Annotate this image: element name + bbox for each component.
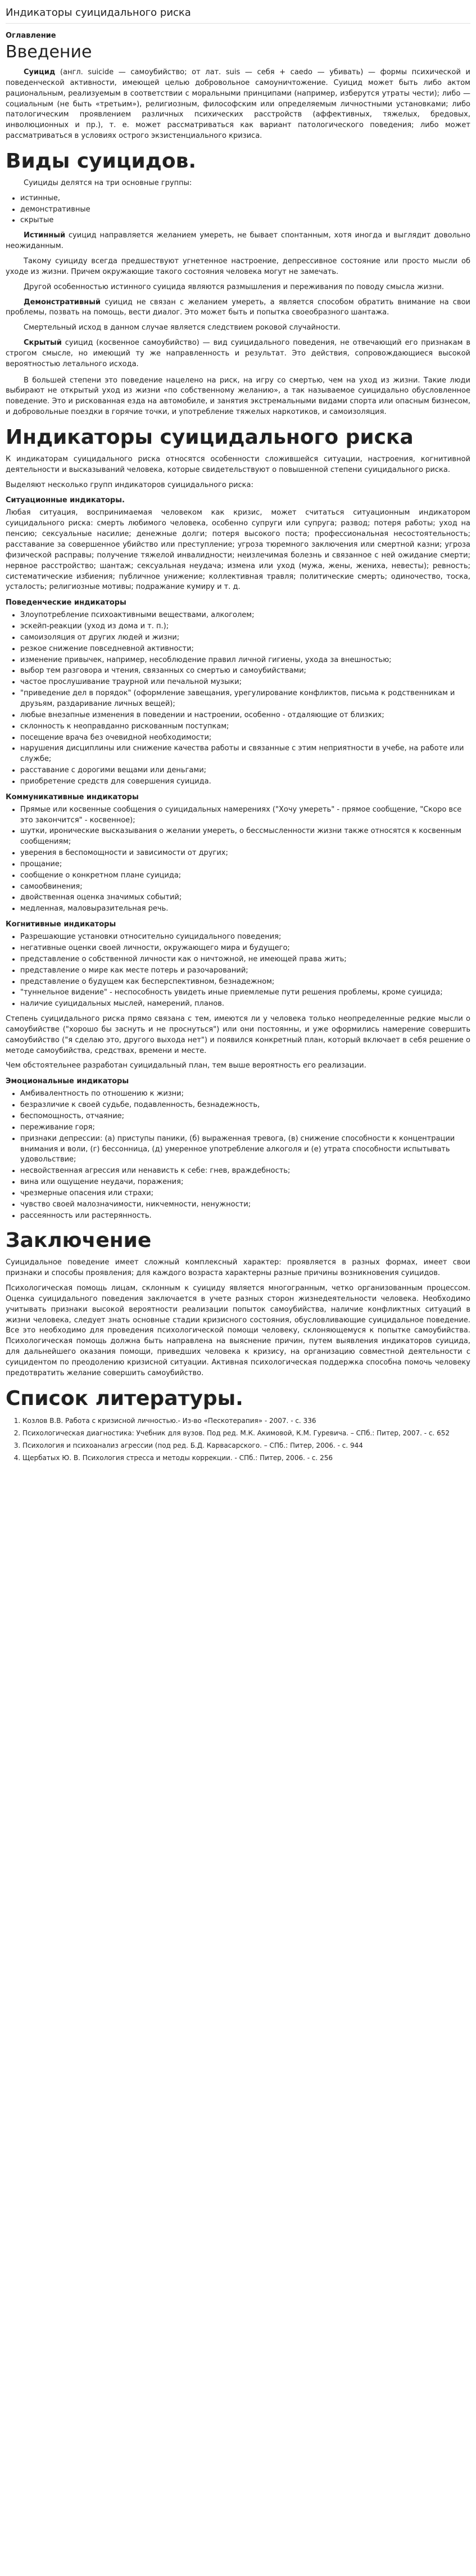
list-item: • Злоупотребление психоактивными веществами, алкоголем; [20, 610, 470, 621]
intro-paragraph [6, 67, 470, 142]
communicative-heading: Коммуникативные индикаторы [6, 792, 139, 801]
page-title: Индикаторы суицидального риска [6, 4, 470, 24]
indicators-heading: Индикаторы суицидального риска [6, 425, 414, 449]
list-item: • вина или ощущение неудачи, поражения; [20, 1177, 470, 1188]
paragraph: К индикаторам суицидального риска относятся особенности сложившейся ситуации, настроения, когнитивной деятельности и высказываний человека, которые свидетельствуют о повышенной степени суицидального риска. [6, 454, 470, 474]
hidden-suicide-term: Скрытый [24, 339, 62, 348]
list-item: • негативные оценки своей личности, окружающего мира и будущего; [20, 943, 470, 954]
cognitive-heading: Когнитивные индикаторы [6, 920, 116, 929]
cognitive-list [6, 932, 470, 1010]
intro-heading: Введение [6, 42, 92, 62]
list-item: • Прямые или косвенные сообщения о суицидальных намерениях ("Хочу умереть" - прямое сообщение, "Скоро все это закончится" - косвенное); [20, 805, 470, 826]
list-item: • наличие суицидальных мыслей, намерений, планов. [20, 999, 470, 1010]
list-item: • самоизоляция от других людей и жизни; [20, 633, 470, 643]
list-item: • выбор тем разговора и чтения, связанных со смертью и самоубийствами; [20, 666, 470, 677]
paragraph: Суицидальное поведение имеет сложный комплексный характер: проявляется в разных формах, имеет свои признаки и способы проявления; для каждого возраста характерны разные причины возникновения суицидов. [6, 1258, 470, 1278]
list-item: • представление о мире как месте потерь и разочарований; [20, 966, 470, 976]
list-item: • Амбивалентность по отношению к жизни; [20, 1089, 470, 1100]
demo-suicide-paragraph [6, 298, 470, 319]
list-item: • истинные, [20, 193, 470, 204]
conclusion-heading: Заключение [6, 1229, 152, 1253]
list-item: • шутки, иронические высказывания о желании умереть, о бессмысленности жизни также относятся к косвенным сообщениям; [20, 826, 470, 848]
list-item: • рассеянность или растерянность. [20, 1211, 470, 1222]
true-suicide-text: суицид направляется желанием умереть, не бывает спонтанным, хотя иногда и выглядит довольно неожиданным. [6, 231, 470, 251]
list-item: • Разрешающие установки относительно суицидального поведения; [20, 932, 470, 943]
paragraph: Такому суициду всегда предшествуют угнетенное настроение, депрессивное состояние или просто мысли об уходе из жизни. Причем окружающие такого состояния человека могут не замечать. [6, 256, 470, 276]
behavioral-list [6, 610, 470, 787]
emotional-heading: Эмоциональные индикаторы [6, 1077, 129, 1086]
list-item: • двойственная оценка значимых событий; [20, 893, 470, 903]
degree-text: Степень суицидального риска прямо связана с тем, имеются ли у человека только неопределенные редкие мысли о самоубийстве ("хорошо бы заснуть и не проснуться") или они постоянны, и уже оформились намерение совершить самоубийство ("я сделаю это, другого выхода нет") и появился конкретный план, который включает в себя решение о методе самоубийства, средствах, времени и месте. [6, 1015, 470, 1055]
list-item: • склонность к неоправданно рискованным поступкам; [20, 722, 470, 732]
paragraph: Психологическая помощь лицам, склонным к суициду является многогранным, четко организованным процессом. Оценка суицидального поведения заключается в учете разных сторон жизнедеятельности человека. Необходимо учитывать признаки высокой вероятности реализации попыток самоубийства, наличие конфликтных ситуаций в жизни человека, следует знать основные стадии кризисного состояния, обусловливающие суицидальное поведение. Все это необходимо для проведения психологической помощи человеку, склоняющемуся к попытке самоубийства. Психологическая помощь должна быть направлена на выяснение причин, путем выявления индикаторов суицида, для дальнейшего оказания помощи, приведших человека к кризису, на организацию совместной деятельности с суицидентом по преодолению кризисной ситуации. Активная психологическая поддержка способна помочь человеку предотвратить желание совершить самоубийство. [6, 1284, 470, 1377]
list-item: • чрезмерные опасения или страхи; [20, 1188, 470, 1199]
paragraph: Другой особенностью истинного суицида являются размышления и переживания по поводу смысла жизни. [24, 282, 445, 291]
list-item: • представление о будущем как бесперспективном, безнадежном; [20, 977, 470, 988]
reference-item: 2. Психологическая диагностика: Учебник для вузов. Под ред. М.К. Акимовой, К.М. Гуревича. – СПб.: Питер, 2007. - с. 652 [22, 1428, 470, 1438]
references-list [6, 1416, 470, 1463]
list-item: • эскейп-реакции (уход из дома и т. п.); [20, 622, 470, 632]
list-item: • переживание горя; [20, 1123, 470, 1133]
paragraph: Выделяют несколько групп индикаторов суицидального риска: [6, 480, 253, 489]
true-suicide-term: Истинный [24, 231, 66, 240]
hidden-suicide-text: суицид (косвенное самоубийство) — вид суицидального поведения, не отвечающий его признакам в строгом смысле, но имеющий ту же направленность и результат. Это действия, сопровождающиеся высокой вероятностью летального исхода. [6, 339, 470, 368]
list-item: • частое прослушивание траурной или печальной музыки; [20, 677, 470, 688]
list-item: • несвойственная агрессия или ненависть к себе: гнев, враждебность; [20, 1166, 470, 1177]
list-item: • представление о собственной личности как о ничтожной, не имеющей права жить; [20, 954, 470, 965]
behavioral-heading: Поведенческие индикаторы [6, 598, 126, 607]
communicative-list [6, 805, 470, 915]
situational-heading: Ситуационные индикаторы. [6, 496, 125, 505]
list-item: • беспомощность, отчаяние; [20, 1111, 470, 1122]
reference-item: 4. Щербатых Ю. В. Психология стресса и методы коррекции. - СПб.: Питер, 2006. - с. 256 [22, 1453, 470, 1463]
hidden-suicide-paragraph [6, 338, 470, 370]
types-heading: Виды суицидов. [6, 149, 197, 173]
types-lead: Суициды делятся на три основные группы: [24, 178, 192, 187]
toc-link[interactable]: Оглавление [6, 31, 56, 40]
list-item: • скрытые [20, 215, 470, 226]
list-item: • резкое снижение повседневной активности; [20, 644, 470, 655]
list-item: • посещение врача без очевидной необходимости; [20, 733, 470, 744]
list-item: • уверения в беспомощности и зависимости от других; [20, 848, 470, 859]
list-item: • прощание; [20, 859, 470, 870]
list-item: • самообвинения; [20, 882, 470, 893]
list-item: • приобретение средств для совершения суицида. [20, 777, 470, 787]
list-item: • признаки депрессии: (а) приступы паники, (б) выраженная тревога, (в) снижение способности к концентрации внимания и воли, (г) бессонница, (д) умеренное употребление алкоголя и (е) утрата способности испытывать удовольствие; [20, 1134, 470, 1166]
true-suicide-paragraph [6, 231, 470, 252]
list-item: • безразличие к своей судьбе, подавленность, безнадежность, [20, 1100, 470, 1111]
emotional-list [6, 1089, 470, 1221]
demo-suicide-term: Демонстративный [24, 298, 101, 307]
paragraph: В большей степени это поведение нацелено на риск, на игру со смертью, чем на уход из жизни. Такие люди выбирают не открытый уход из жизни «по собственному желанию», а так называемое суицидально обусловленное поведение. Это и рискованная езда на автомобиле, и занятия экстремальными видами спорта или опасным бизнесом, и добровольные поездки в горячие точки, и употребление тяжелых наркотиков, и самоизоляция. [6, 376, 470, 417]
intro-text: (англ. suicide — самоубийство; от лат. suis — себя + caedo — убивать) — формы психической и поведенческой активности, имеющей целью добровольное самоуничтожение. Суицид может быть либо актом рациональным, реализуемым в соответствии с моральными принципами (например, изберутся утраты чести); либо — социальным (не быть «третьим»), религиозным, философским или определяемым личностными установками; либо патологическим проявлением различных психических расстройств (аффективных, тяжелых, бредовых, инволюционных и пр.), т. е. может рассматриваться как вариант патологического поведения; либо может рассматриваться в условиях острого экзистенциального кризиса. [6, 68, 470, 141]
references-heading: Список литературы. [6, 1386, 243, 1410]
intro-term: Суицид [24, 68, 56, 76]
list-item: • сообщение о конкретном плане суицида; [20, 871, 470, 881]
degree-text-2: Чем обстоятельнее разработан суицидальный план, тем выше вероятность его реализации. [6, 1061, 366, 1070]
list-item: • нарушения дисциплины или снижение качества работы и связанные с этим неприятности в учебе, на работе или службе; [20, 744, 470, 765]
types-list [6, 193, 470, 227]
reference-item: 3. Психология и психоанализ агрессии (под ред. Б.Д. Карвасарского. – СПб.: Питер, 2006. - с. 944 [22, 1440, 470, 1451]
situational-text: Любая ситуация, воспринимаемая человеком как кризис, может считаться ситуационным индикатором суицидального риска: смерть любимого человека, особенно супруги или супруга; развод; потеря работы; уход на пенсию; сексуальные насилие; денежные долги; потеря высокого поста; профессиональная несостоятельность; расставание за совершенное убийство или преступление; угроза тюремного заключения или смертной казни; угроза физической расправы; получение тяжелой инвалидности; неизлечимая болезнь и связанное с ней ожидание смерти; нервное расстройство; шантаж; сексуальная неудача; измена или уход (мужа, жены, жениха, невесты); ревность; систематические избиения; публичное унижение; коллективная травля; политические смерть; одиночество, тоска, усталость; религиозные мотивы; подражание кумиру и т. д. [6, 508, 470, 592]
list-item: • демонстративные [20, 205, 470, 215]
demo-suicide-text: суицид не связан с желанием умереть, а является способом обратить внимание на свои проблемы, позвать на помощь, вести диалог. Это может быть и попытка своеобразного шантажа. [6, 298, 471, 317]
list-item: • чувство своей малозначимости, никчемности, ненужности; [20, 1200, 470, 1210]
reference-item: 1. Козлов В.В. Работа с кризисной личностью.- Из-во «Пескотерапия» - 2007. - с. 336 [22, 1416, 470, 1426]
list-item: • медленная, маловыразительная речь. [20, 904, 470, 915]
list-item: • изменение привычек, например, несоблюдение правил личной гигиены, ухода за внешностью; [20, 655, 470, 666]
list-item: • "приведение дел в порядок" (оформление завещания, урегулирование конфликтов, письма к родственникам и друзьям, раздаривание личных вещей); [20, 688, 470, 710]
list-item: • любые внезапные изменения в поведении и настроении, особенно - отдаляющие от близких; [20, 710, 470, 721]
list-item: • расставание с дорогими вещами или деньгами; [20, 765, 470, 776]
list-item: • "туннельное видение" - неспособность увидеть иные приемлемые пути решения проблемы, кроме суицида; [20, 988, 470, 998]
paragraph: Смертельный исход в данном случае является следствием роковой случайности. [24, 323, 341, 332]
